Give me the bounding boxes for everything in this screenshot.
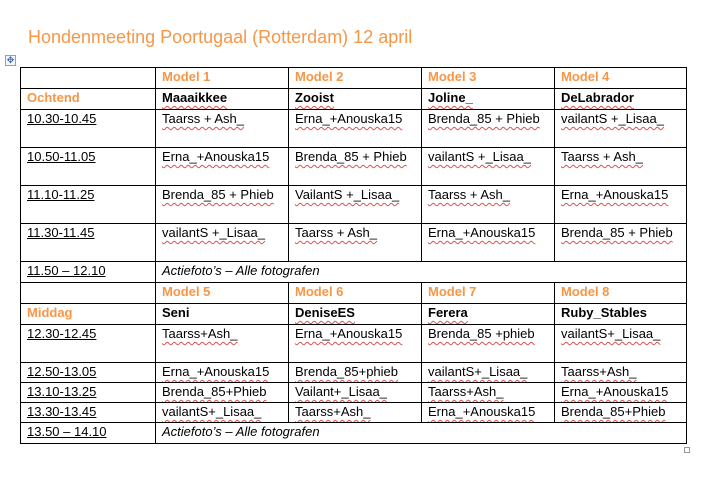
model-header: Model 2 xyxy=(289,68,422,89)
table-row xyxy=(21,262,687,283)
time-slot: 13.50 – 14.10 xyxy=(21,423,156,444)
model-header: Model 3 xyxy=(422,68,555,89)
time-slot: 13.30-13.45 xyxy=(21,403,156,423)
document-title: Hondenmeeting Poortugaal (Rotterdam) 12 april xyxy=(28,27,413,47)
model-header: Model 4 xyxy=(555,68,687,89)
table-row xyxy=(21,186,687,224)
photographer-pair: Erna_+Anouska15 xyxy=(156,148,289,186)
photographer-pair: Taarss + Ash_ xyxy=(422,186,555,224)
model-header: Model 1 xyxy=(156,68,289,89)
table-row xyxy=(21,148,687,186)
table-row xyxy=(21,383,687,403)
model-name: Ferera xyxy=(422,304,555,325)
time-slot: 10.30-10.45 xyxy=(21,110,156,148)
photographer-pair: vailantS+_Lisaa_ xyxy=(555,325,687,363)
photographer-pair: Taarss + Ash_ xyxy=(156,110,289,148)
photographer-pair: Brenda_85 + Phieb xyxy=(156,186,289,224)
photographer-pair: Brenda_85 +phieb xyxy=(422,325,555,363)
table-row xyxy=(21,304,687,325)
photographer-pair: Erna_+Anouska15 xyxy=(422,403,555,423)
photographer-pair: vailantS +_Lisaa_ xyxy=(422,148,555,186)
photographer-pair: Erna_+Anouska15 xyxy=(555,383,687,403)
photographer-pair: Brenda_85+phieb xyxy=(289,363,422,383)
photographer-pair: Taarss+Ash_ xyxy=(555,363,687,383)
time-slot: 12.50-13.05 xyxy=(21,363,156,383)
photographer-pair: vailantS+_Lisaa_ xyxy=(422,363,555,383)
photographer-pair: Vailant+_Lisaa_ xyxy=(289,383,422,403)
photographer-pair: Erna_+Anouska15 xyxy=(289,110,422,148)
table-row xyxy=(21,110,687,148)
time-slot: 11.30-11.45 xyxy=(21,224,156,262)
table-resize-handle[interactable] xyxy=(684,447,690,453)
session-label: Middag xyxy=(21,304,156,325)
model-name: Joline_ xyxy=(422,89,555,110)
table-cell xyxy=(21,283,156,304)
photographer-pair: Taarss+Ash_ xyxy=(156,325,289,363)
model-header: Model 5 xyxy=(156,283,289,304)
photographer-pair: Brenda_85 + Phieb xyxy=(555,224,687,262)
photographer-pair: Brenda_85 + Phieb xyxy=(289,148,422,186)
schedule-table xyxy=(20,67,687,444)
photographer-pair: Taarss+Ash_ xyxy=(422,383,555,403)
photographer-pair: Taarss + Ash_ xyxy=(555,148,687,186)
table-row xyxy=(21,363,687,383)
model-name: DeLabrador xyxy=(555,89,687,110)
photographer-pair: VailantS +_Lisaa_ xyxy=(289,186,422,224)
table-row xyxy=(21,325,687,363)
move-handle-icon[interactable]: ✥ xyxy=(6,55,15,65)
photographer-pair: vailantS +_Lisaa_ xyxy=(555,110,687,148)
time-slot: 13.10-13.25 xyxy=(21,383,156,403)
table-row xyxy=(21,224,687,262)
table-row xyxy=(21,283,687,304)
time-slot: 12.30-12.45 xyxy=(21,325,156,363)
photographer-pair: Brenda_85+Phieb xyxy=(555,403,687,423)
photographer-pair: Erna_+Anouska15 xyxy=(422,224,555,262)
photographer-pair: Erna_+Anouska15 xyxy=(289,325,422,363)
table-row xyxy=(21,89,687,110)
model-name: Maaaikkee xyxy=(156,89,289,110)
model-header: Model 6 xyxy=(289,283,422,304)
table-row xyxy=(21,403,687,423)
model-name: DeniseES xyxy=(289,304,422,325)
model-header: Model 8 xyxy=(555,283,687,304)
photographer-pair: Brenda_85 + Phieb xyxy=(422,110,555,148)
photographer-pair: Taarss+Ash_ xyxy=(289,403,422,423)
table-row xyxy=(21,68,687,89)
table-row xyxy=(21,423,687,444)
action-photos-note: Actiefoto’s – Alle fotografen xyxy=(156,262,687,283)
model-header: Model 7 xyxy=(422,283,555,304)
model-name: Zooist xyxy=(289,89,422,110)
photographer-pair: vailantS+_Lisaa_ xyxy=(156,403,289,423)
table-cell xyxy=(21,68,156,89)
photographer-pair: Erna_+Anouska15 xyxy=(156,363,289,383)
time-slot: 11.10-11.25 xyxy=(21,186,156,224)
photographer-pair: Brenda_85+Phieb xyxy=(156,383,289,403)
photographer-pair: vailantS +_Lisaa_ xyxy=(156,224,289,262)
action-photos-note: Actiefoto’s – Alle fotografen xyxy=(156,423,687,444)
model-name: Seni xyxy=(156,304,289,325)
time-slot: 10.50-11.05 xyxy=(21,148,156,186)
time-slot: 11.50 – 12.10 xyxy=(21,262,156,283)
photographer-pair: Erna_+Anouska15 xyxy=(555,186,687,224)
photographer-pair: Taarss + Ash_ xyxy=(289,224,422,262)
model-name: Ruby_Stables xyxy=(555,304,687,325)
session-label: Ochtend xyxy=(21,89,156,110)
